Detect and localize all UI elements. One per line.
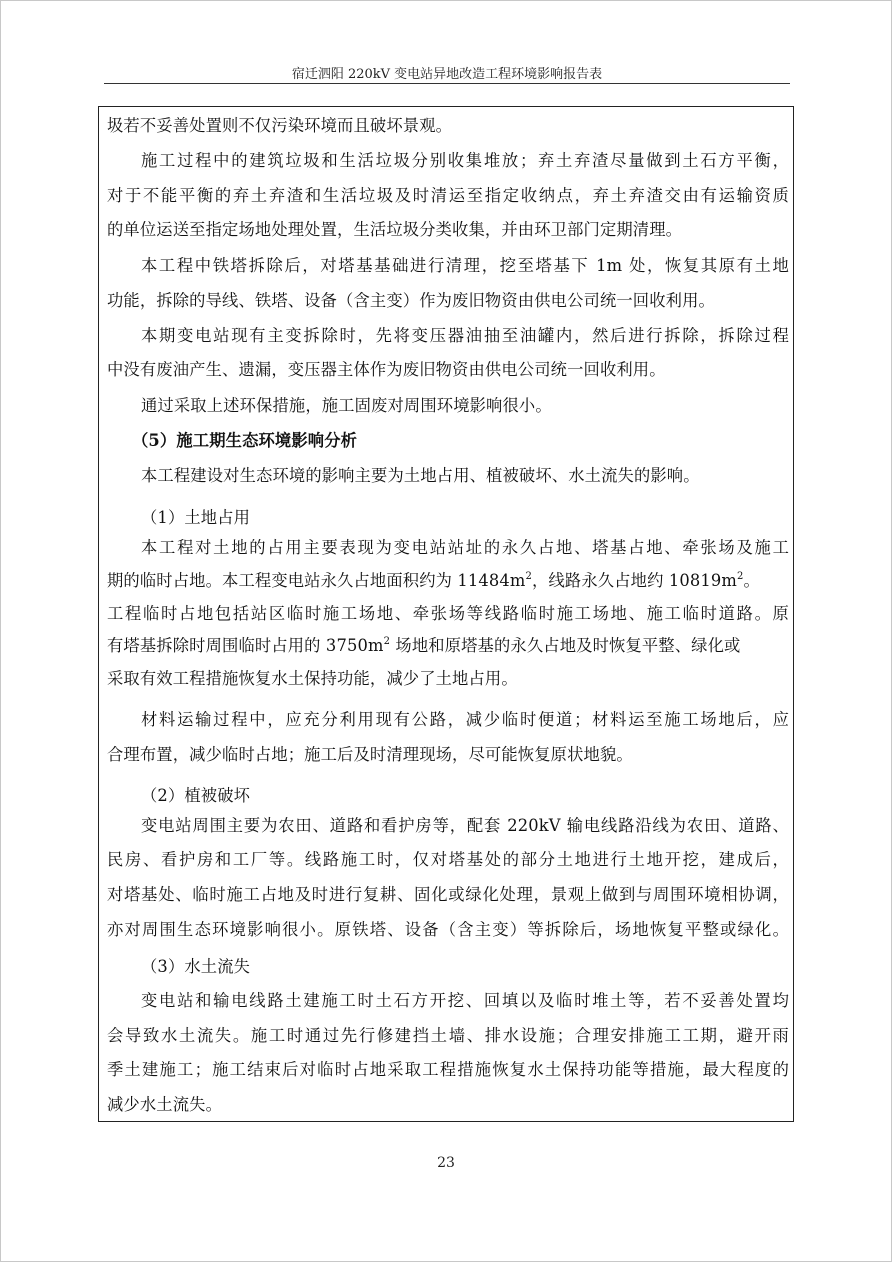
text-line: 工程临时占地包括站区临时施工场地、牵张场等线路临时施工场地、施工临时道路。原 — [107, 604, 789, 623]
text-line: 季土建施工；施工结束后对临时占地采取工程措施恢复水土保持功能等措施，最大程度的 — [107, 1060, 789, 1079]
text-line: 本工程对土地的占用主要表现为变电站站址的永久占地、塔基占地、牵张场及施工 — [141, 538, 789, 557]
text-line: 采取有效工程措施恢复水土保持功能，减少了土地占用。 — [107, 669, 518, 688]
text-line: 材料运输过程中，应充分利用现有公路，减少临时便道；材料运至施工场地后，应 — [141, 710, 789, 729]
document-header-title: 宿迁泗阳 220kV 变电站异地改造工程环境影响报告表 — [291, 67, 603, 82]
text-line: 施工过程中的建筑垃圾和生活垃圾分别收集堆放；弃土弃渣尽量做到土石方平衡， — [141, 151, 789, 170]
text-line: 圾若不妥善处置则不仅污染环境而且破坏景观。 — [107, 116, 453, 135]
text-line: 会导致水土流失。施工时通过先行修建挡土墙、排水设施；合理安排施工工期，避开雨 — [107, 1026, 789, 1045]
text-line: 期的临时占地。本工程变电站永久占地面积约为 $11484m^2$，线路永久占地约 $10819m^2$。 — [107, 571, 760, 590]
text-line: 中没有废油产生、遗漏，变压器主体作为废旧物资由供电公司统一回收利用。 — [107, 360, 666, 379]
subsection-heading: （2）植被破坏 — [141, 786, 251, 805]
text-line: 通过采取上述环保措施，施工固废对周围环境影响很小。 — [141, 396, 552, 415]
text-line: 功能，拆除的导线、铁塔、设备（含主变）作为废旧物资由供电公司统一回收利用。 — [107, 291, 715, 310]
text-line: 变电站周围主要为农田、道路和看护房等，配套 220kV 输电线路沿线为农田、道路、 — [141, 816, 789, 835]
text-line: 的单位运送至指定场地处理处置，生活垃圾分类收集，并由环卫部门定期清理。 — [107, 220, 683, 239]
text-line: 减少水土流失。 — [107, 1095, 223, 1114]
text-line: 本期变电站现有主变拆除时，先将变压器油抽至油罐内，然后进行拆除，拆除过程 — [141, 326, 789, 345]
text-line: 亦对周围生态环境影响很小。原铁塔、设备（含主变）等拆除后，场地恢复平整或绿化。 — [107, 920, 789, 939]
text-line: 合理布置，减少临时占地；施工后及时清理现场，尽可能恢复原状地貌。 — [107, 745, 633, 764]
section-heading: （5）施工期生态环境影响分析 — [132, 431, 358, 450]
text-line: 民房、看护房和工厂等。线路施工时，仅对塔基处的部分土地进行土地开挖，建成后， — [107, 850, 789, 869]
text-line: 对于不能平衡的弃土弃渣和生活垃圾及时清运至指定收纳点，弃土弃渣交由有运输资质 — [107, 186, 789, 205]
text-line: 有塔基拆除时周围临时占用的 $3750m^2$ 场地和原塔基的永久占地及时恢复平整、绿化或 — [107, 636, 741, 655]
text-line: 变电站和输电线路土建施工时土石方开挖、回填以及临时堆土等，若不妥善处置均 — [141, 991, 789, 1010]
subsection-heading: （1）土地占用 — [141, 508, 251, 527]
subsection-heading: （3）水土流失 — [141, 957, 251, 976]
text-line: 本工程建设对生态环境的影响主要为土地占用、植被破坏、水土流失的影响。 — [141, 466, 700, 485]
header-divider — [104, 83, 790, 84]
page-number: 23 — [437, 1155, 455, 1171]
text-line: 对塔基处、临时施工占地及时进行复耕、固化或绿化处理，景观上做到与周围环境相协调， — [107, 885, 789, 904]
text-line: 本工程中铁塔拆除后，对塔基基础进行清理，挖至塔基下 1m 处，恢复其原有土地 — [141, 256, 789, 275]
